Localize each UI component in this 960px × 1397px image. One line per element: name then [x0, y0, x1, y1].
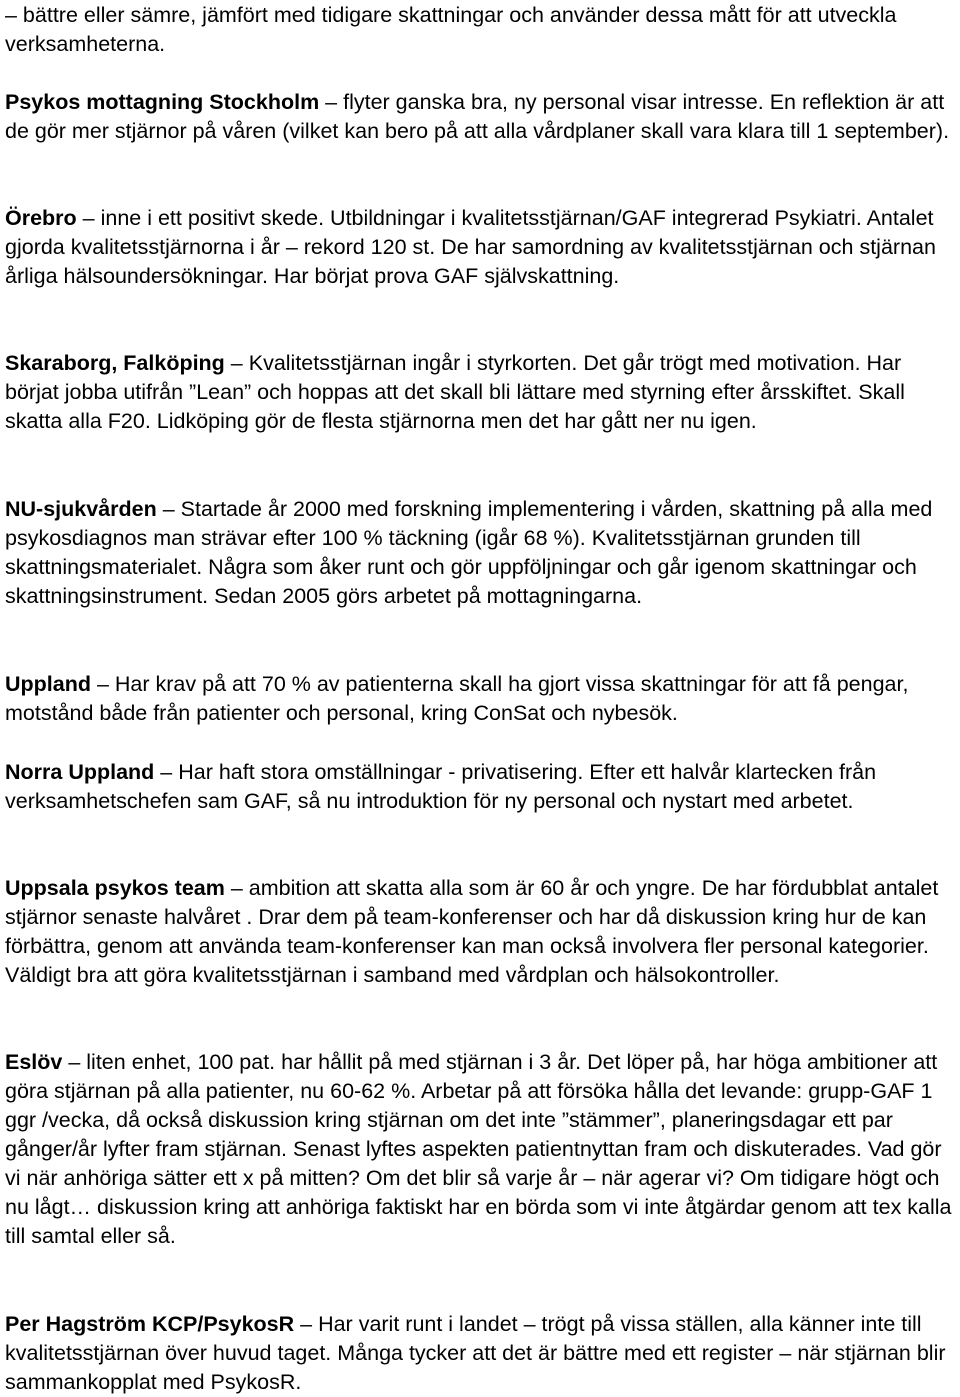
paragraph-text: – Kvalitetsstjärnan ingår i styrkorten. Det går trögt med motivation. Har börjat jobba utifrån ”Lean” och hoppas att det skall bli lättare med styrning efter årsskiftet. Skall skatta alla F20. Lidköping gör de flesta stjärnorna men det har gått ner nu igen.	[5, 351, 905, 433]
paragraph-nu-sjukvarden	[5, 495, 955, 611]
paragraph-heading: NU-sjukvården	[5, 497, 157, 521]
paragraph-orebro	[5, 204, 955, 291]
paragraph-text: – liten enhet, 100 pat. har hållit på med stjärnan i 3 år. Det löper på, har höga ambitioner att göra stjärnan på alla patienter, nu 60-62 %. Arbetar på att försöka hålla det levande: grupp-GAF 1 ggr /vecka, då också diskussion kring stjärnan om det inte ”stämmer”, planeringsdagar ett par gånger/år lyfter fram stjärnan. Senast lyftes aspekten patientnyttan fram och diskuterades. Vad gör vi när anhöriga sätter ett x på mitten? Om det blir så varje år – när agerar vi? Om tidigare högt och nu lågt… diskussion kring att anhöriga faktiskt har en börda som vi inte åtgärdar genom att tex kalla till samtal eller så.	[5, 1050, 952, 1248]
paragraph-heading: Per Hagström KCP/PsykosR	[5, 1312, 295, 1336]
paragraph-heading: Psykos mottagning Stockholm	[5, 90, 320, 114]
paragraph-heading: Eslöv	[5, 1050, 63, 1074]
paragraph-text: – Har krav på att 70 % av patienterna skall ha gjort vissa skattningar för att få pengar, motstånd både från patienter och personal, kring ConSat och nybesök.	[5, 672, 909, 725]
paragraph-heading: Skaraborg, Falköping	[5, 351, 225, 375]
paragraph-text: – Har haft stora omställningar - privatisering. Efter ett halvår klartecken från verksamhetschefen sam GAF, så nu introduktion för ny personal och nystart med arbetet.	[5, 760, 877, 813]
paragraph-heading: Uppsala psykos team	[5, 876, 225, 900]
paragraph-text: – flyter ganska bra, ny personal visar intresse. En reflektion är att de gör mer stjärnor på våren (vilket kan bero på att alla vårdplaner skall vara klara till 1 september).	[5, 90, 950, 143]
paragraph-text: – Har varit runt i landet – trögt på vissa ställen, alla känner inte till kvalitetsstjärnan över huvud taget. Många tycker att det är bättre med ett register – när stjärnan blir sammankopplat med PsykosR.	[5, 1312, 946, 1394]
paragraph-heading: Uppland	[5, 672, 91, 696]
paragraph-uppland	[5, 670, 955, 728]
paragraph-text: – inne i ett positivt skede. Utbildningar i kvalitetsstjärnan/GAF integrerad Psykiatri. Antalet gjorda kvalitetsstjärnorna i år – rekord 120 st. De har samordning av kvalitetsstjärnan och stjärnan årliga hälsoundersökningar. Har börjat prova GAF självskattning.	[5, 206, 936, 288]
paragraph-stockholm	[5, 88, 955, 146]
paragraph-norra-uppland	[5, 758, 955, 816]
document-page	[5, 1, 955, 1394]
paragraph-eslov	[5, 1048, 955, 1251]
paragraph-per-hagstrom	[5, 1310, 955, 1397]
paragraph-text: – ambition att skatta alla som är 60 år och yngre. De har fördubblat antalet stjärnor senaste halvåret . Drar dem på team-konferenser och har då diskussion kring hur de kan förbättra, genom att använda team-konferenser kan man också involvera fler personal kategorier. Väldigt bra att göra kvalitetsstjärnan i samband med vårdplan och hälsokontroller.	[5, 876, 939, 987]
paragraph-uppsala	[5, 874, 955, 990]
paragraph-intro	[5, 1, 955, 59]
paragraph-text: – bättre eller sämre, jämfört med tidigare skattningar och använder dessa mått för att utveckla verksamheterna.	[5, 3, 897, 56]
paragraph-text: – Startade år 2000 med forskning implementering i vården, skattning på alla med psykosdiagnos man strävar efter 100 % täckning (igår 68 %). Kvalitetsstjärnan grunden till skattningsmaterialet. Några som åker runt och gör uppföljningar och går igenom skattningar och skattningsinstrument. Sedan 2005 görs arbetet på mottagningarna.	[5, 497, 933, 608]
paragraph-heading: Norra Uppland	[5, 760, 155, 784]
paragraph-heading: Örebro	[5, 206, 77, 230]
paragraph-skaraborg	[5, 349, 955, 436]
